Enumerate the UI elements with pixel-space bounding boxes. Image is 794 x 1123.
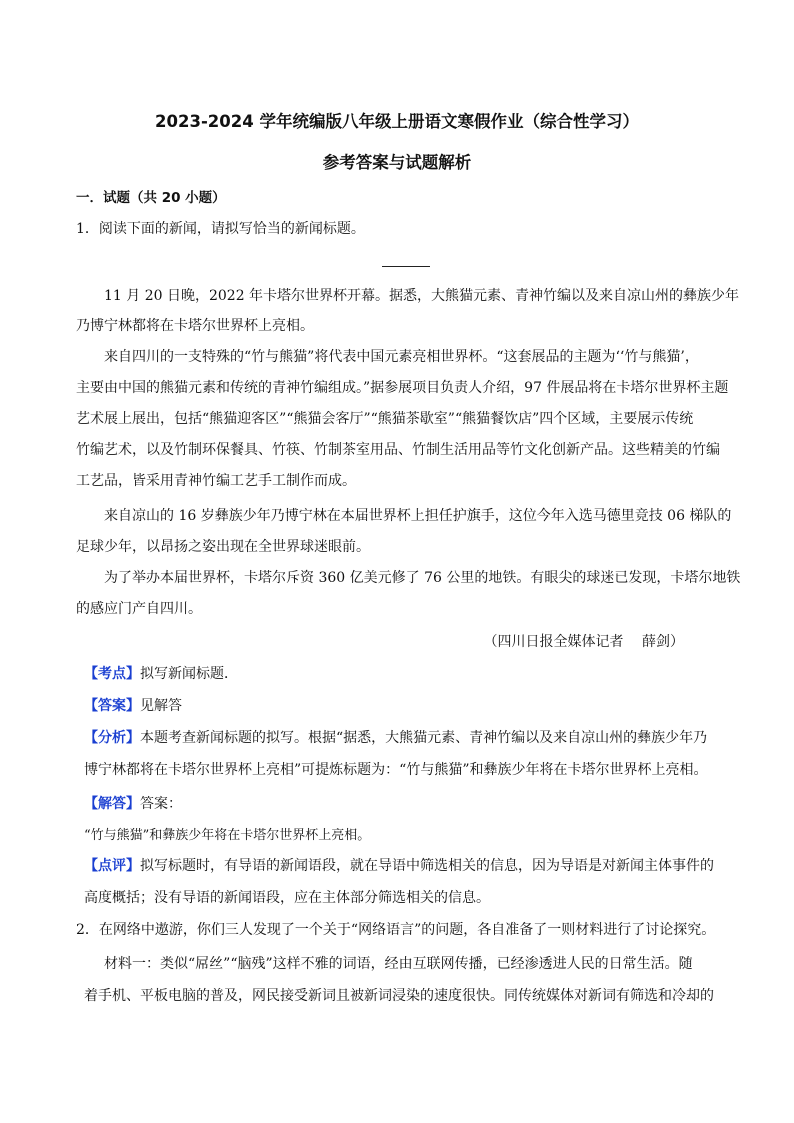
jieda-tag: 【解答】 (84, 796, 140, 812)
jieda-row (76, 794, 724, 814)
news-source: （四川日报全媒体记者 薛剑） (483, 634, 684, 650)
news-paragraph-2-line-3: 艺术展上展出，包括“熊猫迎客区”“熊猫会客厅”“熊猫茶歇室”“熊猫餐饮店”四个区域，主要展示传统 (76, 411, 694, 427)
material-1-line-2: 着手机、平板电脑的普及，网民接受新词且被新词浸染的速度很快。同传统媒体对新词有筛选和冷却的 (84, 988, 714, 1004)
news-paragraph-4-line-2: 的感应门产自四川。 (76, 601, 202, 617)
jieda-answer: “竹与熊猫”和彝族少年将在卡塔尔世界杯上亮相。 (84, 828, 371, 843)
question-1-stem: 1．阅读下面的新闻，请拟写恰当的新闻标题。 (76, 221, 365, 237)
dianping-row (76, 856, 724, 876)
dianping-text-line-1: 拟写标题时，有导语的新闻语段，就在导语中筛选相关的信息，因为导语是对新闻主体事件的 (140, 858, 714, 874)
answer-blank-line (382, 266, 430, 267)
fenxi-text-line-2: 博宁林都将在卡塔尔世界杯上亮相”可提炼标题为：“竹与熊猫”和彝族少年将在卡塔尔世界杯上亮相。 (84, 762, 708, 778)
news-paragraph-2-line-1: 来自四川的一支特殊的“竹与熊猫”将代表中国元素亮相世界杯。“这套展品的主题为‘‘竹与熊猫’， (104, 349, 699, 365)
question-2-stem: 2．在网络中遨游，你们三人发现了一个关于“网络语言”的问题，各自准备了一则材料进行了讨论探究。 (76, 922, 716, 938)
news-paragraph-1-line-1: 11 月 20 日晚，2022 年卡塔尔世界杯开幕。据悉，大熊猫元素、青神竹编以及来自凉山州的彝族少年 (104, 288, 740, 304)
fenxi-row (76, 728, 724, 748)
daan-row (76, 696, 724, 716)
news-paragraph-2-line-5: 工艺品，皆采用青神竹编工艺手工制作而成。 (76, 473, 356, 489)
news-paragraph-4-line-1: 为了举办本届世界杯，卡塔尔斥资 360 亿美元修了 76 公里的地铁。有眼尖的球迷已发现，卡塔尔地铁 (104, 570, 741, 586)
jieda-text: 答案： (140, 796, 182, 812)
news-paragraph-3-line-1: 来自凉山的 16 岁彝族少年乃博宁林在本届世界杯上担任护旗手，这位今年入选马德里竞技 06 梯队的 (104, 508, 732, 524)
fenxi-tag: 【分析】 (84, 730, 140, 746)
news-paragraph-2-line-2: 主要由中国的熊猫元素和传统的青神竹编组成。”据参展项目负责人介绍，97 件展品将在卡塔尔世界杯主题 (76, 380, 729, 396)
news-paragraph-3-line-2: 足球少年，以昂扬之姿出现在全世界球迷眼前。 (76, 539, 370, 555)
kaodian-row (76, 664, 724, 684)
dianping-tag: 【点评】 (84, 858, 140, 874)
kaodian-tag: 【考点】 (84, 666, 140, 682)
daan-text: 见解答 (140, 698, 182, 714)
section-heading: 一．试题（共 20 小题） (76, 190, 226, 206)
document-title: 2023-2024 学年统编版八年级上册语文寒假作业（综合性学习） (155, 112, 639, 131)
kaodian-text: 拟写新闻标题． (140, 666, 238, 682)
material-1-line-1: 材料一：类似“屌丝”“脑残”这样不雅的词语，经由互联网传播，已经渗透进人民的日常生活。随 (104, 956, 693, 972)
news-paragraph-2-line-4: 竹编艺术，以及竹制环保餐具、竹筷、竹制茶室用品、竹制生活用品等竹文化创新产品。这些精美的竹编 (76, 442, 720, 458)
daan-tag: 【答案】 (84, 698, 140, 714)
document-subtitle: 参考答案与试题解析 (322, 153, 472, 172)
news-paragraph-1-line-2: 乃博宁林都将在卡塔尔世界杯上亮相。 (76, 318, 314, 334)
fenxi-text-line-1: 本题考查新闻标题的拟写。根据“据悉，大熊猫元素、青神竹编以及来自凉山州的彝族少年乃 (140, 730, 708, 746)
dianping-text-line-2: 高度概括；没有导语的新闻语段，应在主体部分筛选相关的信息。 (84, 890, 490, 906)
